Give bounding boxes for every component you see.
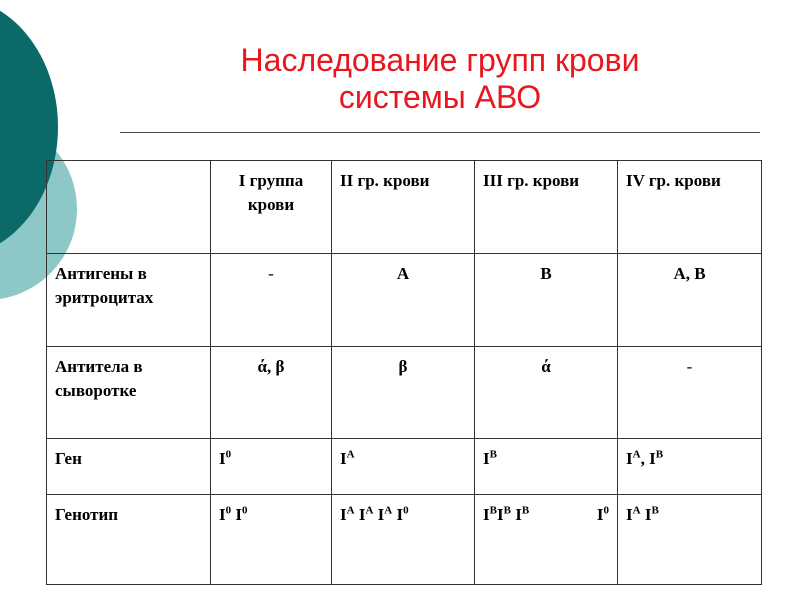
cell-genotype-group-4: $I^A$ $I^B$ [618,495,762,585]
cell-genotype-group-2: $I^A$ $I^A$ $I^A$ $I^0$ [332,495,475,585]
row-label-antibodies: Антитела в сыворотке [47,347,211,439]
cell-gene-group-3: $I^B$ [475,439,618,495]
title-line-1: Наследование групп крови [240,42,640,78]
table-row-gene [47,439,762,495]
header-group-2: II гр. крови [332,161,475,254]
row-label-antigens: Антигены в эритроцитах [47,254,211,347]
title-divider [120,132,760,133]
table-header-row [47,161,762,254]
slide-title [120,42,760,116]
title-line-2: системы АВО [338,79,542,115]
cell-gene-group-1: $I^0$ [211,439,332,495]
header-group-4: IV гр. крови [618,161,762,254]
cell-antigens-group-4: А, В [618,254,762,347]
cell-gene-group-2: $I^A$ [332,439,475,495]
header-group-1: I группа крови [211,161,332,254]
table-row-antibodies [47,347,762,439]
cell-antibodies-group-3: ά [475,347,618,439]
cell-genotype-group-3: $I^BI^B$ $I^B$ $I^0$ [475,495,618,585]
cell-antigens-group-2: А [332,254,475,347]
row-label-genotype: Генотип [47,495,211,585]
table-row-antigens [47,254,762,347]
cell-gene-group-4: $I^A$, $I^B$ [618,439,762,495]
cell-antigens-group-3: В [475,254,618,347]
cell-antibodies-group-4: - [618,347,762,439]
cell-antibodies-group-2: β [332,347,475,439]
header-group-3: III гр. крови [475,161,618,254]
row-label-gene: Ген [47,439,211,495]
cell-antigens-group-1: - [211,254,332,347]
cell-antibodies-group-1: ά, β [211,347,332,439]
cell-genotype-group-1: $I^0$ $I^0$ [211,495,332,585]
header-empty-cell [47,161,211,254]
blood-group-table [46,160,762,585]
table-row-genotype [47,495,762,585]
